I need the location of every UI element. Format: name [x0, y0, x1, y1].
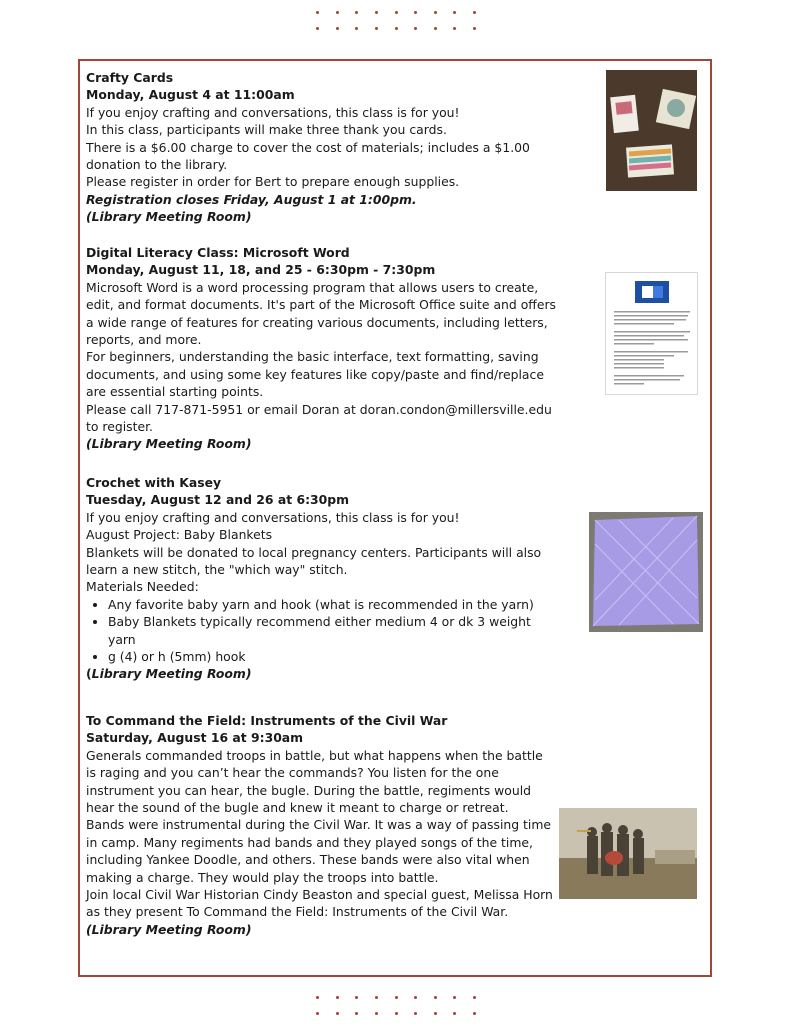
location-paren: (: [86, 666, 92, 682]
materials-list: [86, 596, 556, 666]
event-location: (Library Meeting Room): [86, 921, 252, 937]
civil-war-musicians-painting: [559, 808, 697, 899]
event-line: August Project: Baby Blankets: [86, 527, 273, 543]
bottom-dot-ornament: [316, 989, 476, 1021]
event-digital-literacy: [86, 244, 556, 453]
event-civil-war: [86, 712, 556, 938]
event-crochet: [86, 474, 556, 683]
event-date: Monday, August 11, 18, and 25 - 6:30pm - 7:30pm: [86, 262, 436, 278]
location-text: Library Meeting Room): [91, 666, 252, 682]
event-line: Microsoft Word is a word processing program that allows users to create, edit, and format documents. It's part of the Microsoft Office suite and offers a wide range of features for creating various documents, including letters, reports, and more.: [86, 279, 557, 348]
list-item: • g (4) or h (5mm) hook: [108, 648, 556, 665]
event-line: Please call 717-871-5951 or email Doran at doran.condon@millersville.edu to register.: [86, 401, 552, 435]
registration-note: Registration closes Friday, August 1 at 1:00pm.: [86, 191, 417, 207]
event-title: To Command the Field: Instruments of the Civil War: [86, 713, 448, 728]
event-line: Generals commanded troops in battle, but what happens when the battle is raging and you can’t hear the commands? You listen for the one instrument you can hear, the bugle. During the battle, regiments would hear the sound of the bugle and knew it meant to charge or retreat.: [86, 747, 543, 816]
purple-blanket-photo: [589, 512, 703, 632]
event-line: There is a $6.00 charge to cover the cost of materials; includes a $1.00 donation to the library.: [86, 139, 530, 173]
event-date: Tuesday, August 12 and 26 at 6:30pm: [86, 492, 350, 508]
event-line: Please register in order for Bert to prepare enough supplies.: [86, 174, 460, 190]
event-line: If you enjoy crafting and conversations, this class is for you!: [86, 509, 460, 525]
event-line: If you enjoy crafting and conversations, this class is for you!: [86, 104, 460, 120]
event-location: [86, 665, 556, 682]
microsoft-word-flyer-thumbnail: [605, 272, 698, 395]
event-line: In this class, participants will make three thank you cards.: [86, 122, 447, 138]
event-date: Saturday, August 16 at 9:30am: [86, 730, 304, 746]
event-title: Crochet with Kasey: [86, 475, 222, 490]
event-line: Blankets will be donated to local pregnancy centers. Participants will also learn a new stitch, the "which way" stitch.: [86, 544, 542, 578]
event-line: Materials Needed:: [86, 579, 199, 595]
event-crafty-cards: [86, 69, 556, 226]
event-date: Monday, August 4 at 11:00am: [86, 87, 295, 103]
event-line: Join local Civil War Historian Cindy Beaston and special guest, Melissa Horn as they present To Command the Field: Instruments of the Civil War.: [86, 887, 553, 920]
event-title: Crafty Cards: [86, 70, 174, 85]
list-item: • Any favorite baby yarn and hook (what is recommended in the yarn): [108, 596, 556, 613]
event-line: For beginners, understanding the basic interface, text formatting, saving documents, and using some key features like copy/paste and find/replace are essential starting points.: [86, 349, 544, 400]
event-location: (Library Meeting Room): [86, 436, 252, 452]
top-dot-ornament: [316, 4, 476, 36]
list-item: • Baby Blankets typically recommend either medium 4 or dk 3 weight yarn: [108, 613, 556, 648]
event-location: (Library Meeting Room): [86, 209, 252, 225]
event-line: Bands were instrumental during the Civil War. It was a way of passing time in camp. Many regiments had bands and they played songs of the time, including Yankee Doodle, and others. These bands were also vital when making a charge. They would play the troops into battle.: [86, 817, 552, 885]
event-title: Digital Literacy Class: Microsoft Word: [86, 245, 350, 260]
thank-you-cards-photo: [606, 70, 697, 191]
